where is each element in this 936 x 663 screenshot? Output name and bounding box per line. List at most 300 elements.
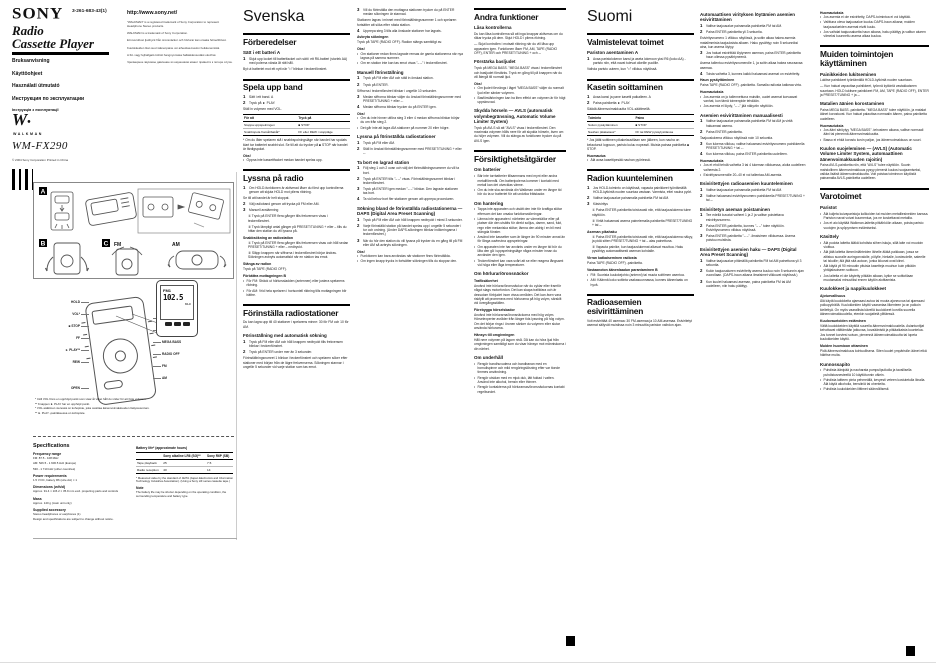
paragraph: Tryck på AVLS så att "AVLS" visas i teckenfönstret. Den maximala volymen hålls nere för att skydda hörseln, även om du höjer volymen. Vill du stänga av funktionen trycker du på AVLS igen. — [474, 125, 564, 143]
bullet-item: • Rengör kontakterna på hörlurarnas/öronsnäckornas kontakt regelbundet. — [474, 385, 566, 394]
numbered-step — [700, 72, 806, 76]
numbered-step — [587, 101, 694, 105]
bullet-item: • Tappa inte apparaten och utsätt den inte för kraftiga stötar eftersom det kan orsaka funktionsstörningar. — [474, 207, 566, 216]
minor-heading: Trafiksäkerhet — [474, 278, 498, 283]
device-control-label: MEGA BASS — [162, 340, 234, 344]
copyright-line: © 2004 Sony Corporation Printed in China — [12, 158, 69, 162]
specifications-section — [33, 443, 130, 524]
sub-heading: Sökning bland de förinställda radiostationerna — DAPS (Digital Area Preset Scanning) — [357, 205, 463, 216]
diagram-label-a: A — [40, 188, 46, 196]
numbered-step — [357, 177, 463, 186]
step-number: 1 — [243, 94, 246, 100]
fm-antenna-diagram — [112, 247, 142, 275]
table-cell: Nauhan pikakelaus* — [588, 129, 616, 134]
table-row — [136, 460, 233, 467]
substep: ② Tryck lämpligt antal gånger på PRESET/TUNING + eller – tills du hittar den station du vill lyssna på. — [248, 224, 347, 233]
step-number: 2 — [700, 128, 703, 134]
sub-heading: Låsa kontrollerna — [474, 25, 512, 31]
column-svenska-1 — [243, 8, 350, 371]
bullet-item: • För FM: Sträck ut hörlurssladden (antennen) eller justera spelarens riktning. — [243, 279, 350, 288]
bullet-item: • AM: Käännä koko soitinta vaakasuunnassa, kunnes äänenlaatu on hyvä. — [587, 278, 694, 287]
bullet-item: • Om apparaten inte har använts under en längre tid bör du låta den gå i uppspelningsläge några minuter innan du använder den igen. — [474, 245, 566, 258]
paragraph: The battery life may be shorter depending on the operating condition, the surrounding temperature and battery type. — [136, 489, 227, 498]
diagram-illustrations — [34, 183, 233, 278]
note-heading: Obs! — [357, 111, 365, 116]
sub-heading: Om hantering — [474, 200, 504, 206]
model-number: WM-FX290 — [12, 140, 68, 152]
device-control-label: OPEN — [30, 386, 80, 390]
table-row — [243, 121, 350, 128]
step-number: 3 — [243, 207, 246, 213]
figure-footnote: ** ► PLAY -painikkeessa on kohopiste. — [35, 410, 86, 415]
step-text: Tee edellä kuvatut vaiheet 1 ja 2 ja valitse poistettava esiviritysnumero. — [706, 213, 784, 222]
data-table — [136, 452, 233, 474]
paragraph: Du kan lagra upp till 40 stationer i spelarens minne: 30 för FM och 10 för AM. — [243, 320, 349, 329]
sub-heading: Skydda hörseln — AVLS (automatisk volymbegränsning, Automatic Volume Limiter System) — [474, 108, 556, 124]
bullet-item: • Det går inte att lagra AM-stationer på nummer 20 eller högre. — [357, 126, 463, 130]
step-number: 3 — [700, 278, 703, 284]
minor-heading: Stänga av radion — [243, 262, 272, 267]
numbered-step — [357, 218, 463, 222]
device-control-label: ► PLAY** — [30, 348, 80, 352]
data-table — [587, 114, 694, 136]
numbered-step — [243, 95, 350, 99]
numbered-step — [357, 8, 463, 17]
step-text: Tryck på ENTER tills "– –" visas. Förinställningsnumret blinkar i teckenfönstret. — [363, 176, 456, 185]
note-heading: Note — [136, 486, 144, 491]
lcd-band-indicator: FM1 — [163, 287, 171, 293]
cover-bottom-rule — [33, 538, 237, 539]
bullet-item: • Valittuna oleva taajuusalue kuuluu DAPS-haun aikana; muiden taajuusalueiden asemat eivät kuulu. — [820, 20, 929, 29]
numbered-step — [700, 24, 806, 28]
walkman-logo-icon — [12, 110, 31, 130]
minor-heading: Supplied accessory — [33, 508, 66, 513]
product-title-line2: Cassette Player — [12, 36, 94, 52]
step-number: 1 — [243, 184, 246, 190]
sub-heading: Förinställning med automatisk sökning — [243, 333, 327, 339]
bullet-item: • Använd inte kassetter som är längre än 90 minuter annat än för långa oavbrutna uppspelningar. — [474, 235, 566, 244]
language-tag: Suomi — [587, 8, 633, 25]
minor-heading: Muiden huomioon ottaminen — [820, 343, 868, 348]
step-text: Manuell avstämning — [249, 208, 279, 213]
substep: ① Paina ENTER-painiketta toistuvasti niin, että taajuuslukema tulee näyttöön. — [592, 208, 691, 217]
numbered-step — [587, 57, 694, 66]
section-heading: Förberedelser — [243, 33, 350, 46]
paragraph: Använd inte hörlurar/öronsnäckor när du cyklar eller framför något slags motorfordon. Det kan skapa trafikfara och är dessutom förbjudet inom vissa områden. Det kan även vara riskfyllt att promenera med hörlurarna på hög volym, särskilt vid övergångsställen. — [474, 283, 562, 306]
table-cell: ■ STOP — [297, 121, 350, 128]
numbered-step — [357, 166, 463, 175]
bullet-item: • Om stationer redan finns lagrade rensas de gamla stationerna när nya lagras på samma nummer. — [357, 52, 463, 61]
display-buttons — [157, 322, 197, 326]
bullet-item: • Jos et ehdi tehdä vaihetta 3 tai 4 lukeman vilkkuessa, aloita uudelleen vaiheesta 2. — [700, 163, 806, 172]
numbered-step — [357, 105, 463, 109]
step-text: Varje förinställd station på bandet spelas upp i ungefär 5 sekunder i tur och ordning. (Under DAPS-sökningen blinkar indikeringarna i teckenfönstret.) — [363, 223, 462, 237]
minor-heading: Vastaanoton äänenlaadun parantaminen B — [587, 268, 658, 273]
step-text: Valitse haluamasi esiviritysnumero painikkeella PRESET/TUNING + tai –. — [706, 194, 805, 203]
step-number: 2 — [243, 349, 246, 355]
paragraph: Stereo headphones or earphones (1) — [33, 512, 81, 517]
step-number: 1 — [587, 56, 590, 62]
step-text: Ställ in önskat förinställningsnummer med PRESET/TUNING + eller –. — [363, 146, 462, 156]
paragraph: Tryck på TAPE (RADIO OFF). — [243, 267, 287, 272]
column-svenska-2 — [357, 8, 463, 265]
step-number: 2 — [700, 222, 703, 228]
registration-bar — [25, 169, 28, 190]
numbered-step — [357, 83, 463, 87]
step-number: 1 — [700, 257, 703, 263]
bullet-item: • Jos vaihdat taajuusaluetta haun aikana, haku päättyy ja valitun alueen viimeksi kuunneltu asema alkaa kuulua. — [820, 30, 929, 39]
sony-logo: SONY — [12, 4, 64, 23]
specifications-heading: Specifications — [33, 443, 70, 449]
bullet-item: • Bär inte torrbatterier tillsammans med mynt eller andra metallföremål. Om batteripolerna kommer i kontakt med metall kan det utvecklas värme. — [474, 174, 566, 187]
bullet-item: • Jos asemia ei ole esiviritetty, DAPS-toimintoa ei voi käyttää. — [820, 15, 929, 19]
paragraph: Håll nere volymen på lagom nivå. Då kan du höra ljud från omgivningen samtidigt som du visar hänsyn mot människorna i din närhet. — [474, 338, 566, 351]
numbered-step — [700, 280, 806, 289]
bullet-item: • Älä käytä yli 90 minuutin pituisia kasetteja muuhun kuin pitkään yhtäjaksoiseen soittoon. — [820, 264, 929, 273]
step-number: 1 — [587, 94, 590, 100]
step-text: Paina painiketta ► PLAY. — [593, 101, 631, 106]
step-number: 1 — [357, 216, 360, 222]
sub-heading: Asemien esivirittäminen manuaalisesti — [700, 112, 783, 118]
step-text: Kun lukema vilkkuu, valitse haluamasi esiviritysnumero painikkeella PRESET/TUNING + tai –. — [706, 141, 805, 150]
diagram-label-b: B — [40, 240, 46, 248]
bullet-item: • Basso ei ehkä korostu kovin paljon, jos äänenvoimakkuus on suuri. — [820, 138, 929, 142]
note-heading: Obs! — [357, 249, 365, 254]
bullet-item: • Rengör bandhuvudena och bandbanan med en bomullspinne och mild rengöringslösning efter var tionde timmes användning. — [474, 362, 566, 375]
step-number: 1 — [700, 23, 703, 29]
paragraph: Vältä kuulokkeiden käyttöä suurella äänenvoimakkuudella. Asiantuntijat kehottavat välttämään jatkuvaa, kovaäänistä ja pitkäaikaista kuuntelua. Jos tunnet korviesi soivan, pienennä äänenvoimakkuutta tai lopeta kuulokkeiden käyttö. — [820, 323, 925, 341]
numbered-step — [700, 152, 806, 156]
step-text: Skjut upp locket till batterifacket och sätt i ett R6-batteri (storlek AA) med polerna vända åt rätt håll. — [249, 57, 348, 66]
section-heading: Muiden toimintojen käyttäminen — [820, 45, 929, 67]
step-text: Avaa kansi ja pane kasetti paikalleen. A — [593, 95, 651, 100]
bullet-item: • Teckenfönstret kan vara svårt att se eller reagera långsamt vid höga eller låga temperaturer. — [474, 259, 566, 268]
paragraph: Approx. 140 g (main unit only) — [33, 500, 72, 505]
lcd-frequency: 102.5 — [163, 292, 184, 302]
device-control-label: FF — [30, 336, 80, 340]
numbered-step — [357, 224, 463, 237]
table-row — [587, 128, 694, 135]
step-text: När du hör den station du vill lyssna på trycker du en gång till på FM eller AM så avbryts sökningen. — [363, 238, 463, 247]
numbered-step — [587, 95, 694, 99]
paragraph: Paina MEGA BASS -painiketta. "MEGA BASS" tulee näyttöön, ja matalat äänet korostuvat. Kun haluat palauttaa normaalin äänen, paina painiketta uudelleen. — [820, 108, 927, 121]
bullet-item: • Om du inte hinner utföra steg 3 eller 4 medan siffrorna blinkar börjar du om från steg 2. — [357, 116, 463, 125]
step-number: 2 — [357, 222, 360, 228]
step-text: Valitse taajuusalue painamalla painiketta FM tai AM. — [593, 196, 669, 201]
numbered-step — [357, 141, 463, 145]
step-number: 3 — [700, 140, 703, 146]
device-control-label: RADIO OFF — [162, 352, 234, 356]
numbered-step — [243, 202, 350, 206]
step-number: 4 — [357, 103, 360, 109]
table-header-cell: Paina — [634, 114, 694, 121]
numbered-step — [357, 76, 463, 80]
step-text: Tryck på FM eller AM och ställ in önskad station. — [363, 76, 434, 81]
step-text: Kun lukema vilkkuu, paina ENTER-painiketta uudelleen. — [706, 152, 788, 157]
paragraph: Paina TAPE (RADIO OFF) -painiketta. — [587, 261, 643, 266]
bullet-item: • Älä jätä laitetta lämmönlähteiden lähelle äläkä paikkaan, jossa se altistuu suoralle auringonvalolle, pölylle, hiekalle, kosteudelle, sateelle tai iskuille; älä jätä sitä autoon, jonka ikkunat ovat kiinni. — [820, 250, 929, 263]
device-control-label: VOL* — [30, 312, 80, 316]
numbered-step — [243, 101, 350, 105]
section-end-mark — [566, 636, 575, 646]
minor-heading: Haun pysäyttäminen — [700, 78, 735, 83]
paragraph: Taajuuslukema vilkkuu näytössä noin 10 sekuntia. — [700, 135, 773, 140]
numbered-step — [700, 142, 806, 151]
paragraph: FM: 87.5 - 108 MHz — [33, 455, 59, 460]
bullet-item: • Älä pudota laitetta äläkä kohdista siihen iskuja, sillä laite voi muutoin vioittua. — [820, 241, 929, 250]
step-text: Vill du förinställa den mottagna stationen trycker du på ENTER medan sökningen är stannad. — [363, 8, 455, 17]
step-text: Tryck på ► PLAY. — [249, 101, 276, 106]
lcd-unit-label: MHz — [184, 301, 191, 306]
numbered-step — [700, 119, 806, 128]
paragraph: Byt ut batteriet mot ett nytt när "□" blinkar i teckenfönstret. — [243, 67, 328, 72]
bullet-item: • Om ingen knapp trycks in fortsätter sökningen tills du stoppar den. — [357, 259, 463, 263]
table-header-cell: Sony alkaline LR6 (SG)** — [162, 453, 206, 460]
table-cell: Tape playback — [136, 460, 162, 467]
am-diagram-label: AM — [172, 242, 180, 248]
paragraph: Tryck på MEGA BASS. "MEGA BASS" visas i teckenfönstret och basljudet förstärks. Tryck en gång till på knappen när du vill återgå till normalt ljud. — [474, 66, 562, 79]
bullet-item: • För AM: Vrid hela spelaren i horisontell riktning tills mottagningen blir bättre. — [243, 289, 350, 298]
minor-heading: Frequency range — [33, 451, 62, 456]
walkman-dot: • — [27, 117, 31, 128]
sub-heading: Förstärka basljudet — [474, 59, 516, 65]
note-heading: Huomautuksia — [820, 10, 844, 15]
step-number: 1 — [700, 187, 703, 193]
step-text: Jos HOLD-toiminto on käytössä, vapauta painikkeet työntämällä HOLD-kytkintä nuolen suuntaa vastaan. Varmista, ettei nauha pyöri. — [593, 185, 693, 195]
step-number: 1 — [357, 165, 360, 171]
bullet-item: • Öppna inte kassettfacket medan bandet spelas upp. — [243, 158, 350, 162]
minor-heading: Virran katkaiseminen radiosta — [587, 256, 637, 261]
diagram-box — [33, 182, 234, 279]
step-number: 3 — [357, 7, 360, 12]
note-heading: Obs! — [474, 81, 482, 86]
step-text: Tryck på ENTER. — [363, 82, 389, 87]
numbered-step — [700, 234, 806, 243]
section-heading: Radioasemien esivirittäminen — [587, 294, 694, 316]
step-number: 2 — [700, 193, 703, 199]
part-number: 3-261-683-43(1) — [72, 9, 107, 14]
minor-heading: Kuulovaurioiden estäminen — [820, 318, 866, 323]
step-text: Paina ENTER-painiketta "– –" -ilmaisimen vilkkuessa. Asema poistuu muistista. — [706, 234, 796, 243]
bullet-item: • Älä kuljeta kuivaparistoja kolikoiden tai muiden metalliesineiden kanssa. Pariston navat voivat kuumentua, jos ne koskettavat metallia. — [820, 212, 929, 221]
step-text: Tryck på ENTER igen medan "– –" blinkar. Den lagrade stationen tas bort. — [363, 187, 459, 196]
device-control-label: AM — [162, 376, 234, 380]
numbered-step — [700, 188, 806, 192]
lcd-display — [160, 285, 194, 320]
sub-heading: Paristot — [820, 205, 837, 211]
step-number: 3 — [587, 201, 590, 207]
step-number: 4 — [700, 70, 703, 76]
numbered-step — [357, 29, 463, 33]
manual-language-label: Інструкція з експлуатації — [12, 108, 59, 112]
numbered-step — [700, 30, 806, 34]
sony-url: http://www.sony.net/ — [127, 10, 178, 16]
step-number: 2 — [357, 145, 360, 151]
bullet-item: • Jos ääni säröytyy "MEGA BASS" -tehosteen aikana, valitse normaali ääni tai pienennä äänenvoimakkuutta. — [820, 128, 929, 137]
player-swing-diagram — [46, 243, 89, 274]
notice-paragraph: WALKMAN is a trademark of Sony Corporation. — [127, 31, 188, 36]
step-number: 3 — [357, 93, 360, 99]
figure-footnote: * Intill VOL finns en upphöjd punkt som visar åt vilket håll du vrider för att höja volymen. — [35, 397, 147, 401]
paragraph: Använd inte hörlurarna/öronsnäckorna med hög volym. Hörselexperter avråder från längre tids lyssning på hög volym. Om det börjar ringa i öronen sänker du volymen eller slutar använda hörlurarna. — [474, 313, 565, 331]
section-heading: Radion kuunteleminen — [587, 169, 694, 182]
step-text: Avaa paristolokeron kansi ja aseta lokeroon yksi R6 (koko AA) -paristo niin, että navat tulevat oikeille puolille. — [593, 57, 686, 66]
substep: ① Paina ENTER-painiketta toistuvasti niin, että taajuuslukema näkyy, ja pidä sitten PRESET/TUNING + tai – alas painettuna. — [592, 234, 693, 244]
sub-heading: Kunnossapito — [820, 361, 850, 367]
paragraph: Förinställningsnumret 1 blinkar i teckenfönstret och spelaren söker efter stationer med början från de lägre frekvenserna. Sökningen stannar i ungefär 5 sekunder vid varje station som tas emot. — [243, 356, 348, 370]
step-number: 2 — [700, 268, 703, 274]
paragraph: * Om du låter spelaren stå i snabbspolningsläge när bandet har spolats klart tar batteriet snabbt slut. Se till att du trycker på ■ STOP när bandet är färdigspolat. — [243, 138, 348, 151]
battery-life-body — [136, 452, 233, 498]
paragraph: AM: 526.5 - 1 606.5 kHz (Europe) — [33, 461, 77, 466]
section-heading: Valmistelevat toimet — [587, 33, 694, 46]
step-text: Kun kuulet haluamasi aseman, paina painiketta FM tai AM uudelleen, niin haku päättyy. — [706, 279, 791, 288]
table-header-cell: Tryck på — [297, 114, 350, 121]
manual-language-label: Käyttöohjeet — [12, 70, 43, 77]
paragraph: Älä käytä kuulokkeita ajaessasi autoa tai muuta ajoneuvoa tai ajaessasi polkupyörällä. Kuulokkeiden käyttö vaarantaa liikenteen ja on paikoin kiellettyä. On myös vaarallista kävellä kuulokkeet korvilla suurella äänenvoimakkuudella, etenkin suojatietä ylittäessä. — [820, 299, 925, 317]
bullet-item: • Puhdista kuulokkeiden liittimet säännöllisesti. — [820, 387, 929, 391]
notice-paragraph: A fül- vagy fejhallgató túlzott hangnyomása halláskárosodást okozhat. — [127, 52, 217, 57]
notice-paragraph: Чрезмерное звуковое давление из наушников может привести к потере слуха. — [127, 60, 233, 65]
substep: ① Tryck på ENTER flera gånger tills frekvensen visas i teckenfönstret. — [248, 214, 328, 223]
step-number: 1 — [243, 56, 246, 62]
title-rule — [12, 52, 109, 55]
sub-heading: Matalien äänien korostaminen — [820, 101, 885, 107]
sub-heading: Manuell förinställning — [357, 69, 404, 75]
manual-language-label: Használati útmutató — [12, 83, 60, 89]
numbered-step — [700, 224, 806, 233]
substep: ② Släpp knappen när siffrorna i teckenfönstret börjar ändras. Sökningen avbryts automatiskt när en station tas emot. — [248, 251, 337, 260]
paragraph: Tryck på TAPE (RADIO OFF). Radion stängs samtidigt av. — [357, 40, 442, 45]
table-row — [136, 467, 233, 474]
step-number: 4 — [357, 196, 360, 202]
manual-language-label: Bruksanvisning — [12, 58, 50, 64]
substep: ① Tryck på ENTER flera gånger tills frekvensen visas och håll sedan PRESET/TUNING + eller – nedtryckt. — [248, 240, 349, 250]
step-text: Jos haluat esivirittää löytyneen aseman, paina ENTER-painiketta haun ollessa pysähtyneenä. — [706, 50, 801, 60]
step-number: 1 — [243, 338, 246, 344]
numbered-step — [357, 197, 463, 201]
step-text: Paina ENTER-painiketta, kunnes "– –" tulee näyttöön. Esiviritysnumero vilkkuu näytössä. — [706, 223, 785, 233]
device-control-label: FM — [162, 364, 234, 368]
column-suomi-1 — [587, 8, 694, 329]
step-number: 3 — [357, 237, 360, 243]
sub-heading: Lyssna på förinställda radiostationer — [357, 134, 436, 140]
walkman-w: W — [12, 110, 28, 129]
table-cell: 7.5 — [206, 460, 233, 467]
step-text: Medan siffrorna blinkar väljer du önskat förinställningsnummer med PRESET/TUNING + eller –. — [363, 94, 461, 103]
minor-heading: Mass — [33, 496, 42, 501]
step-text: Upprepa steg 3 tills alla önskade stationer har lagrats. — [363, 28, 442, 33]
numbered-step — [357, 95, 463, 104]
bullet-item: • Jos et aio käyttää Walkman-laitetta pitkähköön aikaan, poista paristo vuotojen ja syöpymisen estämiseksi. — [820, 221, 929, 230]
table-cell: FF eller REW i stoppläge — [298, 129, 333, 134]
bullet-item: • Jos laitetta ei ole käytetty pitkään aikaan, kytke se soittotilaan muutamaksi minuutiksi ennen käytön aloittamista. — [820, 274, 929, 283]
numbered-step — [587, 202, 694, 206]
numbered-step — [243, 208, 350, 212]
bullet-item: • FM: Suorista kuulokejohto (antenni) tai muuta soittimen asentoa. — [587, 273, 694, 277]
section-heading: Spela upp band — [243, 79, 350, 92]
minor-heading: Ajoturvallisuus — [820, 294, 846, 299]
bullet-item: • Om en station inte kan tas emot visas "– –" i teckenfönstret. — [357, 61, 463, 65]
step-text: Valitse taajuusalue pitämällä painiketta FM tai AM painettuna yli 3 sekuntia. — [706, 258, 802, 268]
table-cell: FF tai REW pysäytystilassa — [635, 129, 674, 134]
step-text: Paina ENTER-painiketta. — [706, 129, 743, 134]
step-text: Tryck på FM eller AM och håll knappen nedtryckt i minst 3 sekunder. — [363, 217, 463, 222]
numbered-step — [243, 350, 350, 354]
sub-heading: Painikkeiden lukitseminen — [820, 71, 877, 77]
step-text: Kukin taajuusalueen esiviritetty asema kuuluu noin 5 sekunnin ajan vuorollaan. (DAPS-haun aikana ilmaisimet vilkkuvat näytössä.) — [706, 269, 804, 278]
sub-heading: Esiviritettyjen asemien haku — DAPS (Digital Area Preset Scanning) — [700, 246, 797, 258]
bullet-item: • Esiviritysnumeroille 20–40 ei voi tallentaa AM-asemia. — [700, 173, 806, 177]
paragraph: 530 - 1 710 kHz (other countries) — [33, 466, 76, 471]
sub-heading: Kuulon suojeleminen — (AVLS) (Automatic Volume Limiter System, automaattinen äänenvoimakkuuden rajoitin) — [820, 145, 912, 162]
paragraph: Lukitse painikkeet työntämällä HOLD-kytkintä nuolen suuntaan. — [820, 78, 913, 83]
paragraph: Siffrorna i teckenfönstret blinkar i ungefär 10 sekunder. — [357, 88, 437, 93]
device-control-label: REW — [30, 360, 80, 364]
legal-notices — [127, 21, 234, 68]
table-cell: Stoppa uppspelningen — [243, 121, 297, 128]
step-number: 1 — [700, 212, 703, 218]
player-top-view — [85, 192, 137, 226]
step-number: 3 — [700, 49, 703, 55]
step-text: Ta vid behov bort fler stationer genom att upprepa proceduren. — [363, 197, 455, 202]
section-heading: Andra funktioner — [474, 8, 566, 21]
numbered-step — [700, 130, 806, 134]
paragraph: Pidä äänenvoimakkuus kohtuullisena. Siten kuulet ympäristön äänet etkä häiritse muita. — [820, 348, 927, 358]
bullet-item: • Om du inte ska använda din Walkman under en längre tid bör du ta ur batteriet för att undvika frätskador. — [474, 188, 566, 197]
step-text: Valitse taajuusalue painamalla painiketta FM tai AM ja viritä haluamasi asema. — [706, 119, 793, 128]
step-number: 4 — [700, 151, 703, 157]
minor-heading: Förebygga hörselskador — [474, 308, 515, 313]
step-number: 3 — [700, 233, 703, 239]
column-svenska-3 — [474, 8, 566, 395]
step-number: 1 — [700, 118, 703, 124]
bullet-item: • Älä avaa kasettipesää nauhan pyöriessä. — [587, 158, 694, 162]
sub-heading: Om batterier — [474, 167, 501, 173]
paragraph: Voit esivirittää 40 asemaa: 30 FM-asemaa ja 10 AM-asemaa. Esiviritetyt asemat säilyvät muistissa noin 3 minuuttia pariston vaihdon ajan. — [587, 319, 692, 328]
table-header-cell: Toiminto — [587, 114, 634, 121]
product-title-line1: Radio — [12, 23, 44, 38]
numbered-step — [587, 196, 694, 200]
table-cell: ■ STOP — [634, 121, 694, 128]
cassette-insert-diagram — [138, 189, 230, 233]
column-suomi-3 — [820, 8, 929, 393]
step-number: 1 — [357, 139, 360, 145]
notice-paragraph: Ett överdrivet ljudtryck från öronsnäckor och hörlurar kan orsaka hörselförlust. — [127, 38, 227, 43]
numbered-step — [243, 57, 350, 66]
bullet-item: • Om ljudet förvrängs i läget "MEGA BASS" väljer du normalt ljud eller sänker volymen. — [474, 86, 566, 95]
step-text: Paina ENTER-painiketta yli 3 sekuntia. — [706, 30, 763, 35]
step-text: Medan siffrorna blinkar trycker du på ENTER igen. — [363, 104, 437, 109]
am-rotate-diagram — [168, 251, 226, 269]
registration-bar — [19, 169, 21, 190]
table-cell: Snabbspola framåt/bakåt* — [244, 129, 280, 134]
step-number: 1 — [587, 184, 590, 190]
step-text: Sätt i ett band. A — [249, 95, 274, 100]
step-text: Valitse taajuusalue painamalla painiketta FM tai AM. — [706, 24, 782, 29]
sub-heading: Käsittely — [820, 233, 839, 239]
substep: ② Viritä haluamasi asema painelemalla painiketta PRESET/TUNING + tai –. — [592, 218, 693, 227]
paragraph: — Kun haluat vapauttaa painikkeet, työnnä kytkintä vastakkaiseen suuntaan. HOLD lukitsee painikkeet FM, AM, TAPE (RADIO OFF), ENTER ja PRESET/TUNING + ja –. — [820, 84, 929, 97]
bullet-item: • Rengör utsidan med en mjuk duk, lätt fuktad i vatten. Använd inte alkohol, bensin eller thinner. — [474, 376, 566, 385]
bullet-item: • Funktionen kan bara användas när stationer finns förinställda. — [357, 254, 463, 258]
minor-heading: Förbättra mottagningen B — [243, 274, 286, 279]
step-text: Valitse taajuusalue painamalla painiketta FM tai AM. — [706, 188, 782, 193]
table-header-cell — [136, 453, 162, 460]
step-text: Tryck på FM eller AM. — [363, 140, 395, 145]
minor-heading: Avbryta sökningen — [357, 35, 389, 40]
paragraph: Paina TAPE (RADIO OFF) -painiketta. Samalla radiosta katkeaa virta. — [700, 83, 802, 88]
